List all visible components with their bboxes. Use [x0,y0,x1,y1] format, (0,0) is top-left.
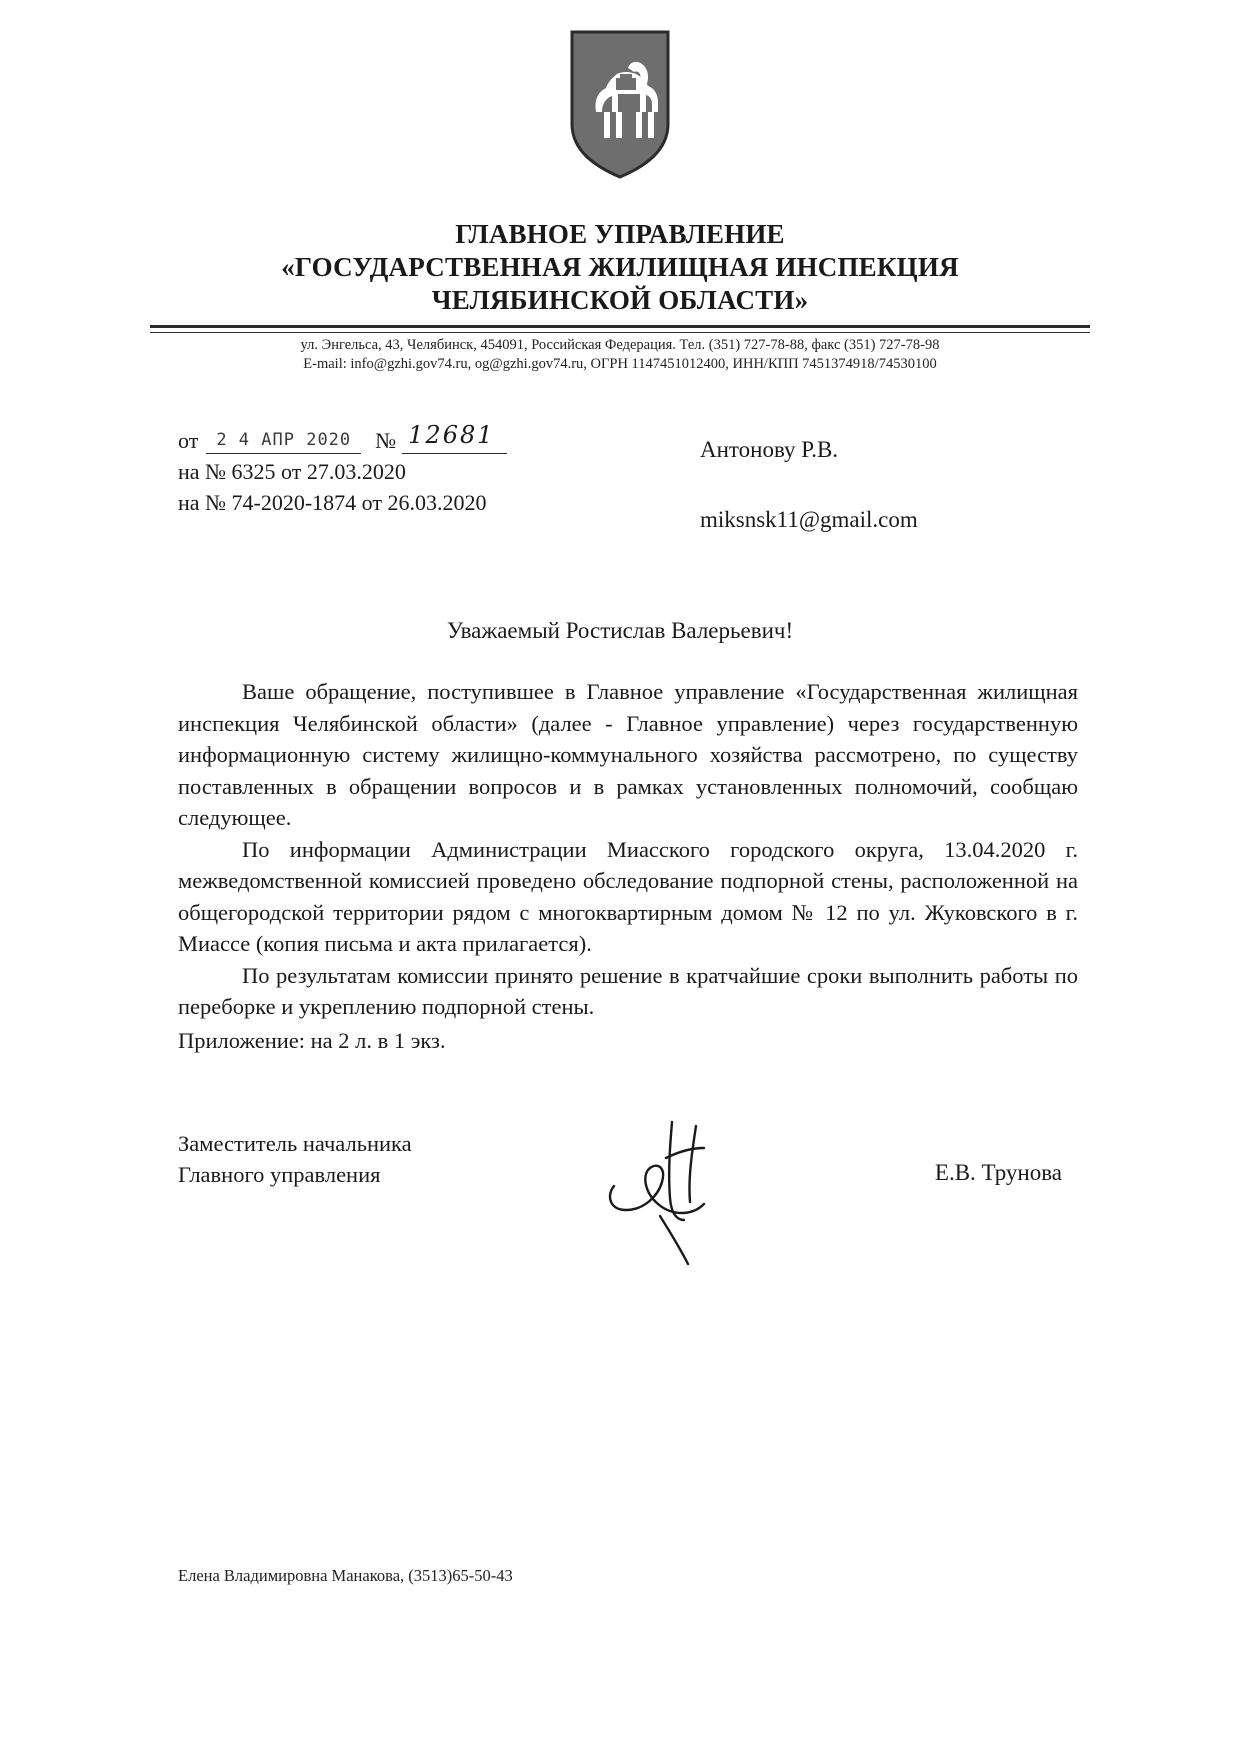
letterhead-header [150,218,1090,374]
signer-position-line-1: Заместитель начальника [178,1131,412,1156]
executor-contact: Елена Владимировна Манакова, (3513)65-50-43 [178,1566,513,1585]
addressee-email: miksnsk11@gmail.com [700,506,918,532]
organization-email-line: E-mail: info@gzhi.gov74.ru, og@gzhi.gov74.ru, ОГРН 1147451012400, ИНН/КПП 7451374918/74530100 [303,355,937,372]
body-paragraph-1: Ваше обращение, поступившее в Главное управление «Государственная жилищная инспекция Челябинской области» (далее - Главное управление) через государственную информационную систему жилищно-коммунального хозяйства рассмотрено, по существу поставленных в обращении вопросов и в рамках установленных полномочий, сообщаю следующее. [178,679,1078,830]
number-label: № [375,427,397,453]
letter-body [178,676,1078,1023]
signer-position [178,1128,412,1190]
attachment-note: Приложение: на 2 л. в 1 экз. [178,1028,446,1053]
addressee-block [700,428,918,541]
reference-block [178,420,507,519]
organization-name-line-2: «ГОСУДАРСТВЕННАЯ ЖИЛИЩНАЯ ИНСПЕКЦИЯ [281,251,959,282]
organization-address: ул. Энгельса, 43, Челябинск, 454091, Российская Федерация. Тел. (351) 727-78-88, факс (351) 727-78-98 [300,336,940,353]
body-paragraph-2: По информации Администрации Миасского городского округа, 13.04.2020 г. межведомственной комиссией проведено обследование подпорной стены, расположенной на общегородской территории рядом с многоквартирным домом № 12 по ул. Жуковского в г. Миассе (копия письма и акта прилагается). [178,836,1078,956]
salutation: Уважаемый Ростислав Валерьевич! [446,618,794,643]
signer-position-line-2: Главного управления [178,1162,381,1188]
chelyabinsk-coat-of-arms-camel-icon [566,28,674,180]
incoming-reference-1: на № 6325 от 27.03.2020 [178,459,406,485]
incoming-reference-2: на № 74-2020-1874 от 26.03.2020 [178,490,487,516]
organization-name-line-3: ЧЕЛЯБИНСКОЙ ОБЛАСТИ» [431,284,809,315]
outgoing-number-value: 12681 [402,418,506,454]
outgoing-reference-row [178,420,507,456]
organization-name-line-1: ГЛАВНОЕ УПРАВЛЕНИЕ [455,219,785,249]
addressee-name: Антонову Р.В. [700,437,839,462]
handwritten-signature-icon [600,1112,750,1272]
from-label: от [178,427,199,453]
body-paragraph-3: По результатам комиссии принято решение в кратчайшие сроки выполнить работы по переборке и укреплению подпорной стены. [178,962,1078,1019]
signer-name: Е.В. Трунова [934,1160,1062,1185]
coat-of-arms-block [0,28,1240,180]
header-divider [150,325,1090,333]
date-stamp: 2 4 АПР 2020 [206,428,361,454]
